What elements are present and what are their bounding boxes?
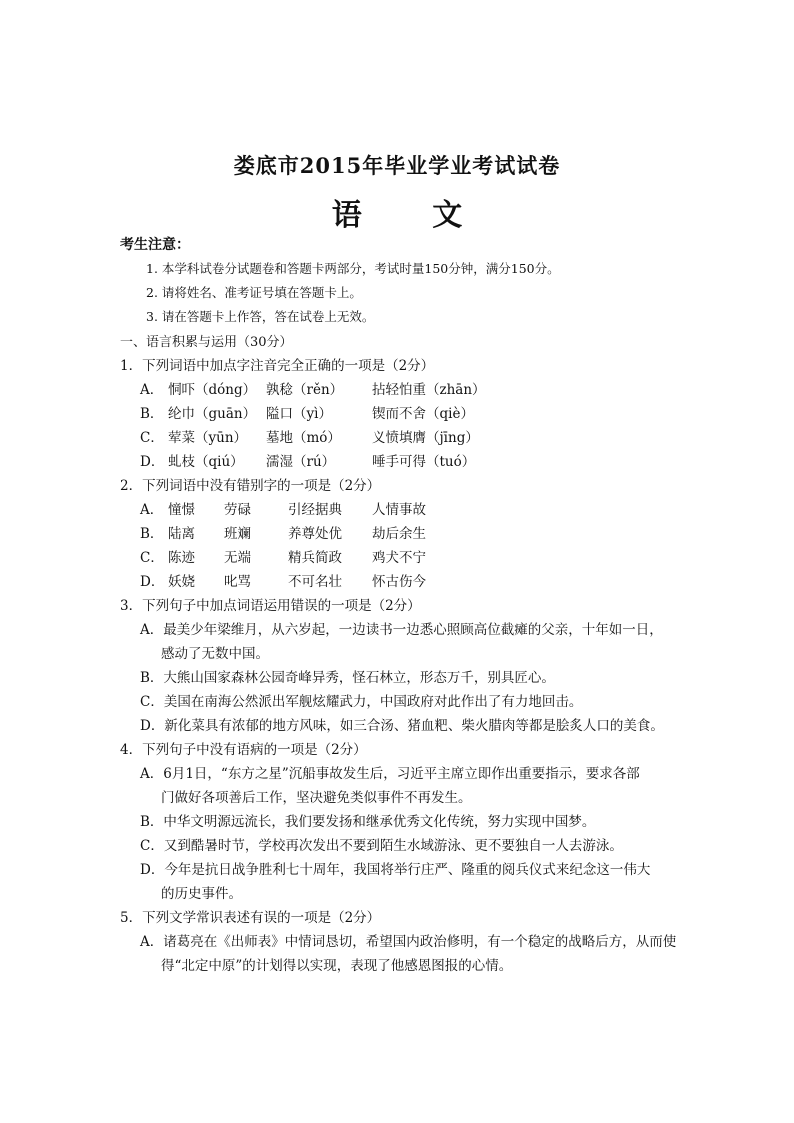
q1-stem: 1．下列词语中加点字注音完全正确的一项是（2分） — [120, 358, 435, 374]
q2-option-a — [140, 498, 426, 518]
option-word: 鸡犬不宁 — [372, 550, 426, 566]
option-word: 憧憬 — [168, 502, 195, 518]
q5-option-a-cont: 得“北定中原”的计划得以实现，表现了他感恩图报的心情。 — [161, 958, 513, 974]
option-word: 虬枝（qiú） — [168, 454, 244, 470]
q5-stem: 5．下列文学常识表述有误的一项是（2分） — [120, 910, 381, 926]
q3-option-a: A．最美少年梁维月，从六岁起，一边读书一边悉心照顾高位截瘫的父亲，十年如一日， — [140, 622, 663, 638]
q3-option-c: C．美国在南海公然派出军舰炫耀武力，中国政府对此作出了有力地回击。 — [140, 694, 583, 710]
option-word: 隘口（yì） — [266, 406, 332, 422]
q2-stem: 2．下列词语中没有错别字的一项是（2分） — [120, 478, 381, 494]
notice-item-2: 2. 请将姓名、准考证号填在答题卡上。 — [146, 285, 362, 300]
option-word: 叱骂 — [224, 574, 251, 590]
option-word: 引经据典 — [288, 502, 342, 518]
option-word: 唾手可得（tuó） — [372, 454, 476, 470]
q2-option-d — [140, 570, 426, 590]
q4-option-a-cont: 门做好各项善后工作，坚决避免类似事件不再发生。 — [161, 790, 472, 806]
q4-option-a: A．6月1日，“东方之星”沉船事故发生后，习近平主席立即作出重要指示，要求各部 — [140, 766, 640, 782]
option-word: 陆离 — [168, 526, 195, 542]
q4-option-d: D．今年是抗日战争胜利七十周年，我国将举行庄严、隆重的阅兵仪式来纪念这一伟大 — [140, 862, 651, 878]
option-word: 怀古伤今 — [372, 574, 426, 590]
option-word: 人情事故 — [372, 502, 426, 518]
q2-option-c — [140, 546, 426, 566]
option-letter: B． — [140, 406, 164, 422]
q1-option-c — [140, 426, 479, 446]
option-word: 义愤填膺（jīng） — [372, 430, 479, 446]
option-word: 无端 — [224, 550, 251, 566]
q1-option-b — [140, 402, 474, 422]
option-word: 不可名壮 — [288, 574, 342, 590]
q3-option-d: D．新化菜具有浓郁的地方风味，如三合汤、猪血粑、柴火腊肉等都是脍炙人口的美食。 — [140, 718, 664, 734]
q4-option-c: C．又到酷暑时节，学校再次发出不要到陌生水域游泳、更不要独自一人去游泳。 — [140, 838, 623, 854]
option-word: 锲而不舍（qiè） — [372, 406, 474, 422]
option-word: 孰稔（rěn） — [266, 382, 344, 398]
notice-heading: 考生注意： — [120, 237, 190, 253]
notice-item-3: 3. 请在答题卡上作答，答在试卷上无效。 — [146, 309, 375, 324]
q5-option-a: A．诸葛亮在《出师表》中情词恳切，希望国内政治修明，有一个稳定的战略后方，从而使 — [140, 934, 677, 950]
option-letter: B． — [140, 526, 164, 542]
q4-option-b: B．中华文明源远流长，我们要发扬和继承优秀文化传统，努力实现中国梦。 — [140, 814, 596, 830]
option-word: 妖娆 — [168, 574, 195, 590]
option-word: 纶巾（guān） — [168, 406, 257, 422]
option-letter: C． — [140, 550, 164, 566]
option-letter: A． — [140, 382, 164, 398]
option-word: 劳碌 — [224, 502, 251, 518]
q3-option-a-cont: 感动了无数中国。 — [161, 646, 269, 662]
q1-option-a — [140, 378, 486, 398]
exam-subject: 语 文 — [331, 198, 493, 233]
q3-stem: 3．下列句子中加点词语运用错误的一项是（2分） — [120, 598, 421, 614]
q1-option-d — [140, 450, 475, 470]
option-word: 墓地（mó） — [266, 430, 341, 446]
option-word: 恫吓（dóng） — [168, 382, 257, 398]
q4-option-d-cont: 的历史事件。 — [161, 886, 242, 902]
option-letter: C． — [140, 430, 164, 446]
option-word: 班斓 — [224, 526, 251, 542]
section-heading: 一、语言积累与运用（30分） — [120, 335, 293, 350]
q4-stem: 4．下列句子中没有语病的一项是（2分） — [120, 742, 367, 758]
q3-option-b: B．大熊山国家森林公园奇峰异秀，怪石林立，形态万千，别具匠心。 — [140, 670, 555, 686]
option-letter: D． — [140, 454, 165, 470]
option-word: 精兵简政 — [288, 550, 342, 566]
option-word: 劫后余生 — [372, 526, 426, 542]
option-word: 养尊处优 — [288, 526, 342, 542]
exam-title: 娄底市2015年毕业学业考试试卷 — [233, 153, 561, 178]
option-word: 陈迹 — [168, 550, 195, 566]
option-word: 拈轻怕重（zhān） — [372, 382, 486, 398]
option-letter: A． — [140, 502, 164, 518]
q2-option-b — [140, 522, 426, 542]
notice-item-1: 1. 本学科试卷分试题卷和答题卡两部分，考试时量150分钟，满分150分。 — [146, 261, 560, 276]
option-letter: D． — [140, 574, 165, 590]
option-word: 濡湿（rú） — [266, 454, 336, 470]
option-word: 荤菜（yūn） — [168, 430, 248, 446]
